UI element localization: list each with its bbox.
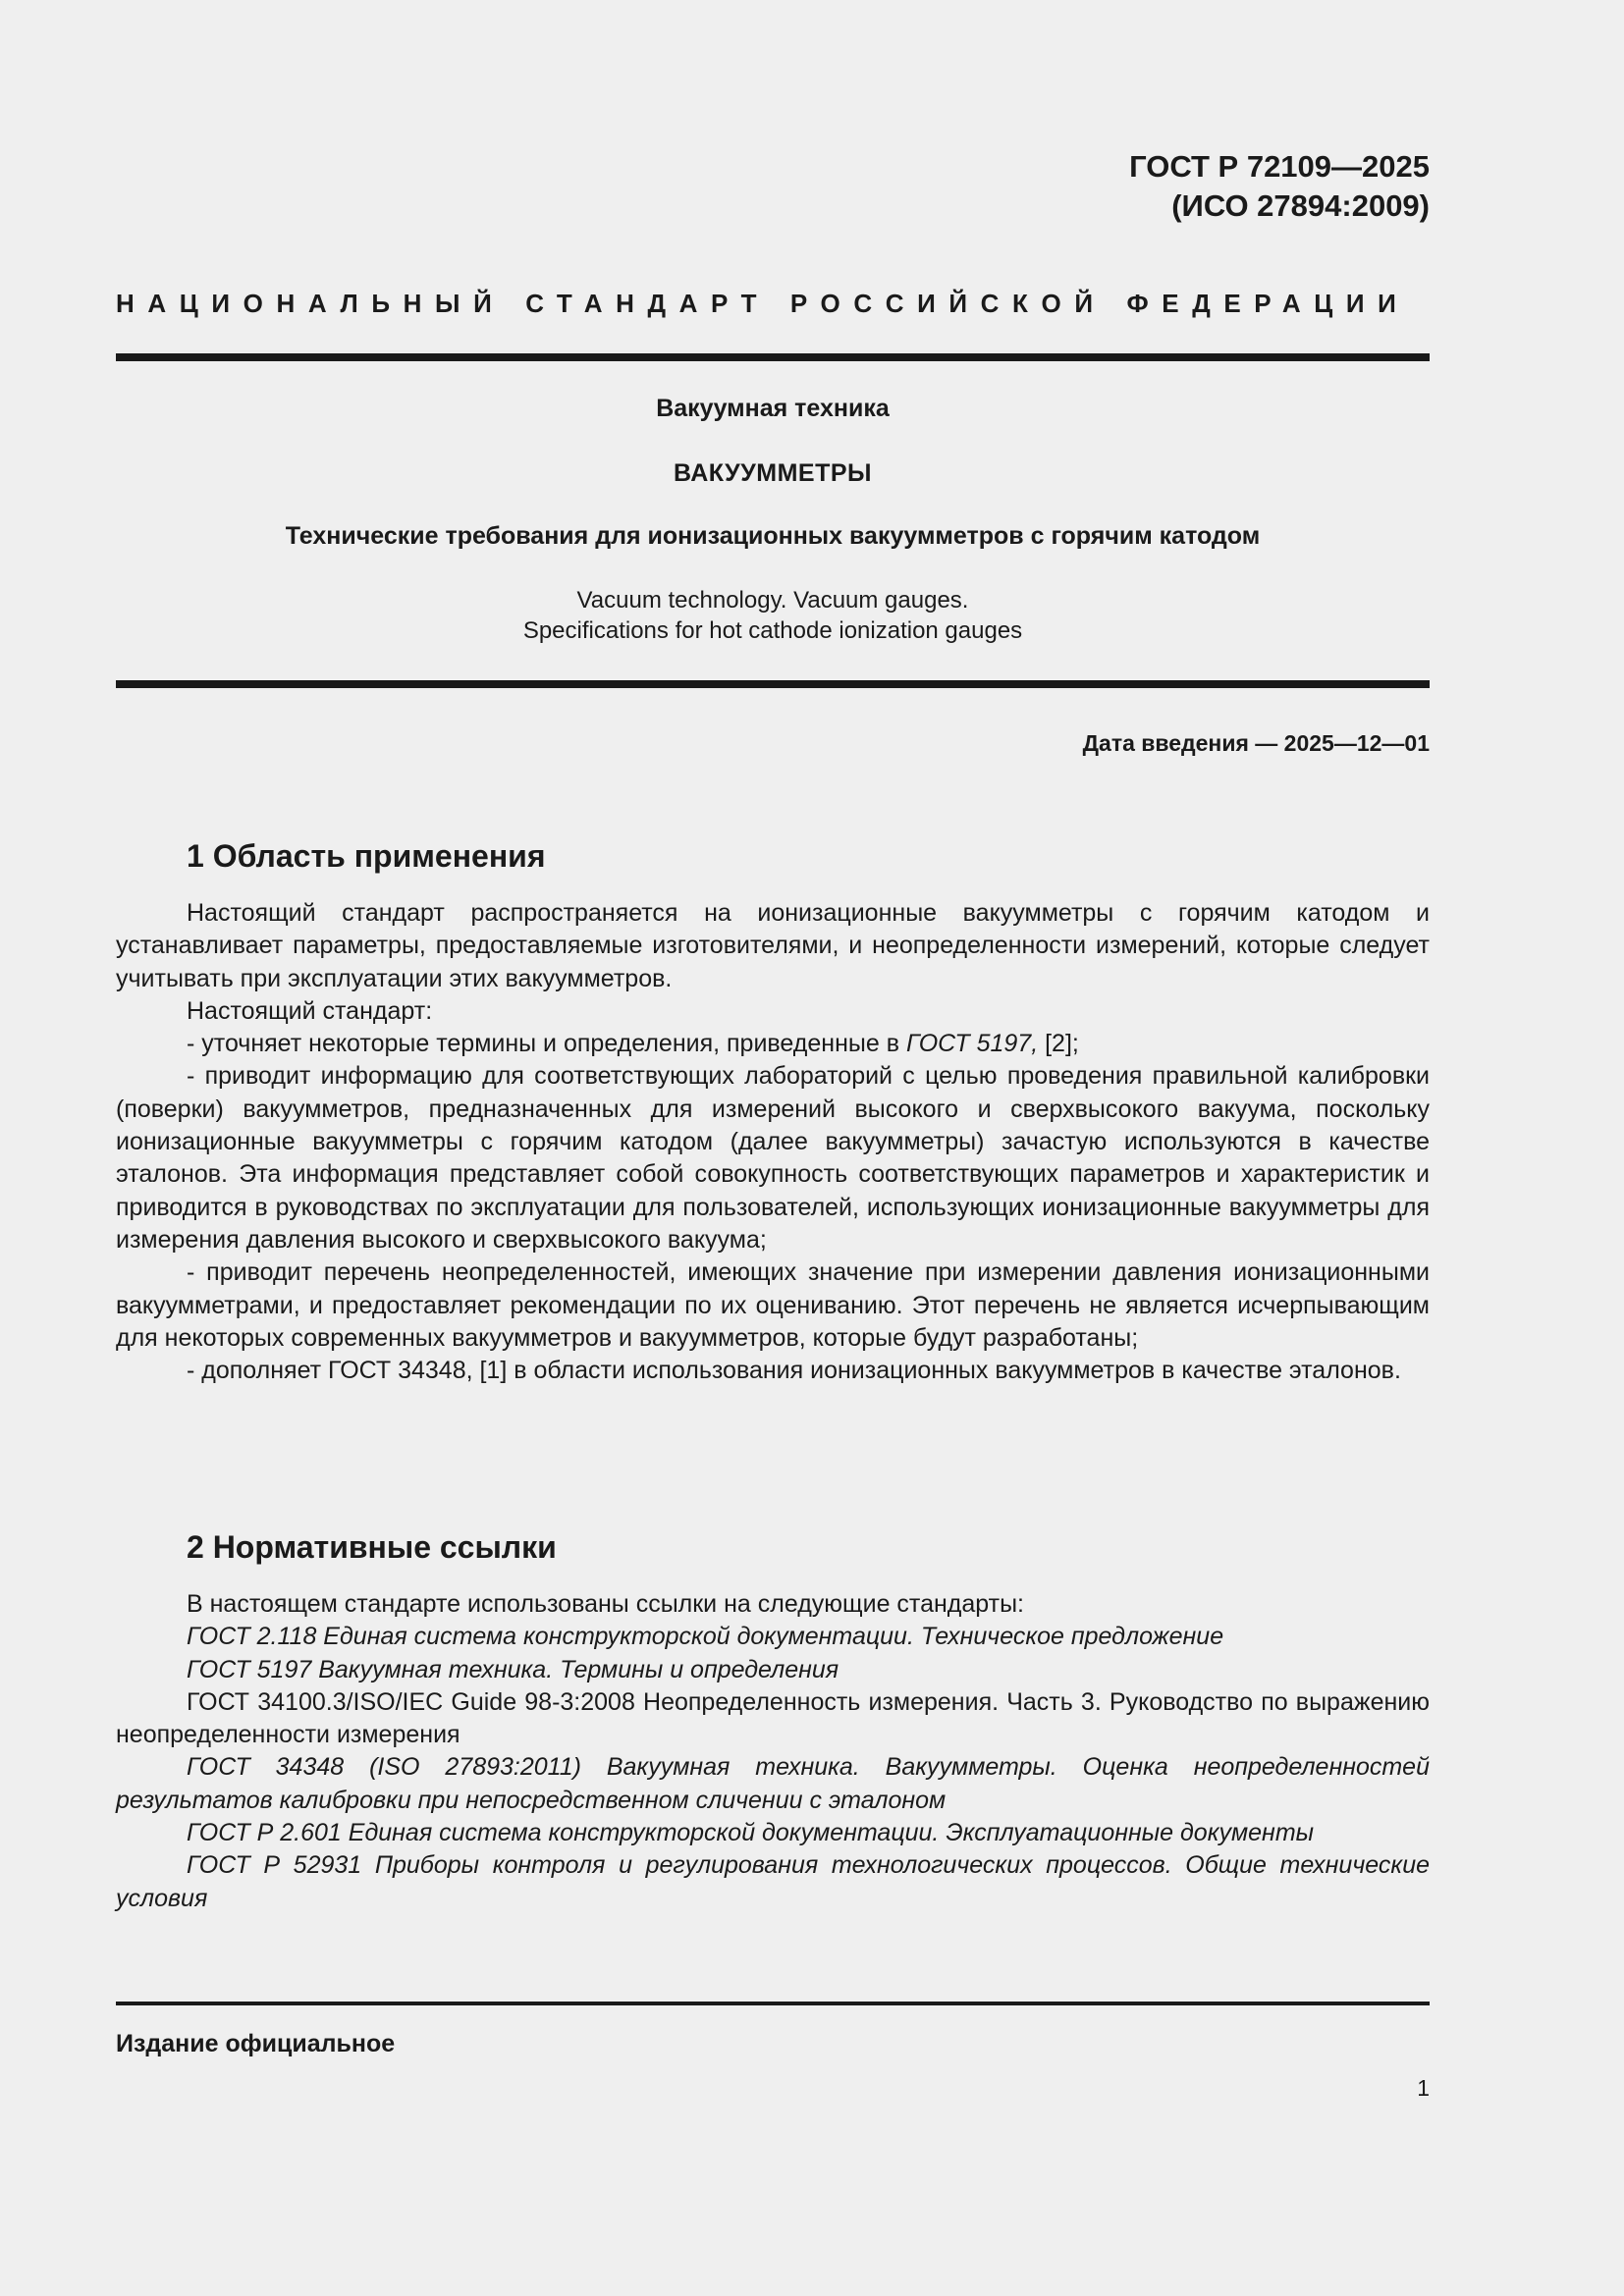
subject-line: Вакуумная техника — [656, 395, 890, 422]
page-number: 1 — [1417, 2075, 1430, 2101]
section-1-paragraph: Настоящий стандарт: — [187, 996, 433, 1025]
section-2-intro: В настоящем стандарте использованы ссылки на следующие стандарты: — [187, 1590, 1025, 1618]
scope-list-item: - приводит информацию для соответствующих лабораторий с целью проведения правильной калибровки (поверки) вакуумметров, предназначенных для измерений высокого и сверхвысокого вакуума, поскольку ионизационные вакуумметры с горячим катодом (далее вакуумметры) зачастую используются в качестве эталонов. Эта информация представляет собой совокупность соответствующих параметров и характеристик и приводится в руководствах по эксплуатации для пользователей, использующих ионизационные вакуумметры для измерения давления высокого и сверхвысокого вакуума; — [116, 1062, 1430, 1254]
section-1-body — [116, 897, 1430, 1387]
english-title-line2: Specifications for hot cathode ionization gauges — [522, 617, 1023, 644]
gost-code-line1: ГОСТ Р 72109—2025 — [1129, 149, 1430, 184]
footer-divider — [116, 2002, 1430, 2005]
english-title-line1: Vacuum technology. Vacuum gauges. — [576, 587, 969, 614]
scope-list-item — [116, 1028, 1430, 1060]
english-title — [116, 585, 1430, 646]
section-2-body — [116, 1588, 1430, 1915]
gost-5197-reference: ГОСТ 5197, — [905, 1030, 1039, 1058]
gost-code-line2: (ИСО 27894:2009) — [1171, 188, 1430, 223]
document-page — [116, 0, 1430, 2296]
introduction-date: Дата введения — 2025—12—01 — [1082, 730, 1430, 756]
national-standard-banner: НАЦИОНАЛЬНЫЙ СТАНДАРТ РОССИЙСКОЙ ФЕДЕРАЦИИ — [116, 289, 1410, 318]
gost-designation — [1129, 147, 1430, 226]
scope-item-1-text: - уточняет некоторые термины и определения, приведенные в — [187, 1030, 906, 1058]
normative-reference: ГОСТ 34348 (ISO 27893:2011) Вакуумная техника. Вакуумметры. Оценка неопределенностей результатов калибровки при непосредственном сличении с эталоном — [116, 1753, 1430, 1814]
normative-reference: ГОСТ 5197 Вакуумная техника. Термины и определения — [187, 1655, 839, 1683]
sub-title: Технические требования для ионизационных вакуумметров с горячим катодом — [285, 522, 1261, 550]
main-title: ВАКУУММЕТРЫ — [673, 459, 873, 487]
official-edition-label: Издание официальное — [116, 2030, 396, 2057]
scope-list-item: - приводит перечень неопределенностей, имеющих значение при измерении давления ионизационными вакуумметрами, и предоставляет рекомендации по их оцениванию. Этот перечень не является исчерпывающим для некоторых современных вакуумметров и вакуумметров, которые будут разработаны; — [116, 1258, 1430, 1352]
normative-reference: ГОСТ Р 52931 Приборы контроля и регулирования технологических процессов. Общие технические условия — [116, 1851, 1430, 1912]
normative-reference: ГОСТ 34100.3/ISO/IEC Guide 98-3:2008 Неопределенность измерения. Часть 3. Руководство по выражению неопределенности измерения — [116, 1687, 1430, 1749]
section-2-heading: 2 Нормативные ссылки — [187, 1529, 557, 1565]
scope-list-item: - дополняет ГОСТ 34348, [1] в области использования ионизационных вакуумметров в качестве эталонов. — [187, 1357, 1401, 1385]
scope-item-1-tail: [2]; — [1038, 1030, 1079, 1058]
top-divider — [116, 353, 1430, 361]
title-divider — [116, 680, 1430, 688]
section-1-paragraph: Настоящий стандарт распространяется на ионизационные вакуумметры с горячим катодом и устанавливает параметры, предоставляемые изготовителями, и неопределенности измерений, которые следует учитывать при эксплуатации этих вакуумметров. — [116, 899, 1430, 992]
normative-reference: ГОСТ Р 2.601 Единая система конструкторской документации. Эксплуатационные документы — [187, 1819, 1315, 1847]
section-1-heading: 1 Область применения — [187, 838, 546, 874]
normative-reference: ГОСТ 2.118 Единая система конструкторской документации. Техническое предложение — [187, 1623, 1224, 1651]
